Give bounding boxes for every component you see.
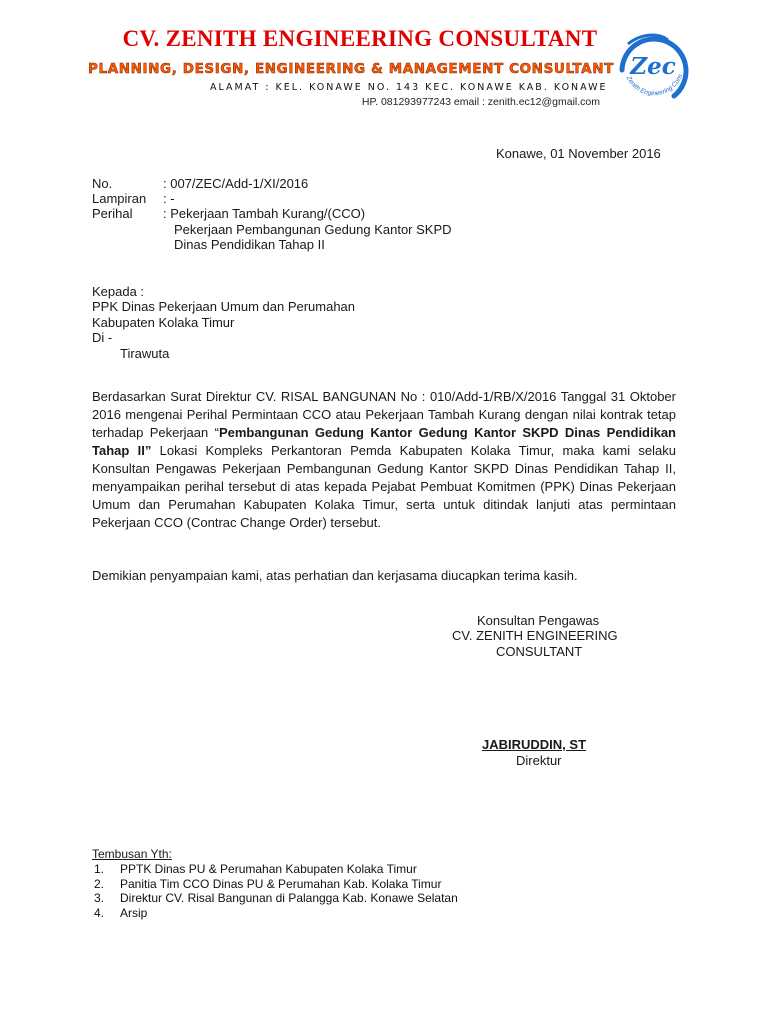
body-paragraph [92,388,676,532]
perihal-line-3: Dinas Pendidikan Tahap II [174,237,325,252]
recipient-di: Di - [92,330,113,345]
recipient-line-1: PPK Dinas Pekerjaan Umum dan Perumahan [92,299,356,314]
lampiran-value: : - [163,191,175,206]
recipient-kepada: Kepada : [92,284,145,299]
tembusan-list [92,862,458,920]
list-item: 3. Direktur CV. Risal Bangunan di Palangga Kab. Konawe Selatan [94,891,458,905]
logo-caption: Zenith Engineering Cons [624,72,685,98]
logo-text: Zec [630,53,676,80]
no-label: No. [92,176,113,191]
letterhead [0,0,768,120]
no-value: : 007/ZEC/Add-1/XI/2016 [163,176,309,191]
perihal-label: Perihal [92,206,133,221]
closing-sentence: Demikian penyampaian kami, atas perhatian dan kerjasama diucapkan terima kasih. [92,568,578,583]
company-contact: HP. 081293977243 email : zenith.ec12@gmail.com [361,96,600,108]
perihal-line-2: Pekerjaan Pembangunan Gedung Kantor SKPD [174,222,452,237]
body-text-2: Lokasi Kompleks Perkantoran Pemda Kabupaten Kolaka Timur, maka kami selaku Konsultan Pengawas Pekerjaan Pembangunan Gedung Kantor SKPD Dinas Pendidikan Tahap II, menyampaikan perihal tersebut di atas kepada Pejabat Pembuat Komitmen (PPK) Dinas Pekerjaan Umum dan Perumahan Kabupaten Kolaka Timur, serta untuk ditindak lanjuti atas permintaan Pekerjaan CCO (Contrac Change Order) tersebut. [92,443,676,530]
company-logo [612,26,694,108]
signatory-name: JABIRUDDIN, ST [482,737,587,752]
signature-company-1: CV. ZENITH ENGINEERING [452,628,618,643]
signatory-title: Direktur [516,753,562,768]
company-name: CV. ZENITH ENGINEERING CONSULTANT [122,26,598,51]
letter-date: Konawe, 01 November 2016 [496,146,661,161]
body-text-1: Berdasarkan Surat Direktur CV. RISAL BANGUNAN No : 010/Add-1/RB/X/2016 Tanggal 31 Oktober 2016 mengenai Perihal Permintaan CCO atau Pekerjaan Tambah Kurang dengan nilai kontrak tetap terhadap Pekerjaan “ [92,389,676,440]
list-item: 1. PPTK Dinas PU & Perumahan Kabupaten Kolaka Timur [94,862,417,876]
list-item: 2. Panitia Tim CCO Dinas PU & Perumahan Kab. Kolaka Timur [94,876,442,891]
body-project-name: Pembangunan Gedung Kantor Gedung Kantor SKPD Dinas Pendidikan Tahap II” [92,425,677,458]
lampiran-label: Lampiran [92,191,147,206]
list-item: 4. Arsip [94,905,148,920]
perihal-value: : Pekerjaan Tambah Kurang/(CCO) [163,206,366,221]
tembusan-title: Tembusan Yth: [92,847,172,861]
recipient-line-2: Kabupaten Kolaka Timur [92,315,235,330]
signature-company-2: CONSULTANT [496,644,583,659]
signature-role: Konsultan Pengawas [477,613,600,628]
company-tagline: PLANNING, DESIGN, ENGINEERING & MANAGEMENT CONSULTANT [88,61,614,77]
company-address: ALAMAT : KEL. KONAWE NO. 143 KEC. KONAWE KAB. KONAWE [210,82,608,93]
recipient-place: Tirawuta [120,346,170,361]
